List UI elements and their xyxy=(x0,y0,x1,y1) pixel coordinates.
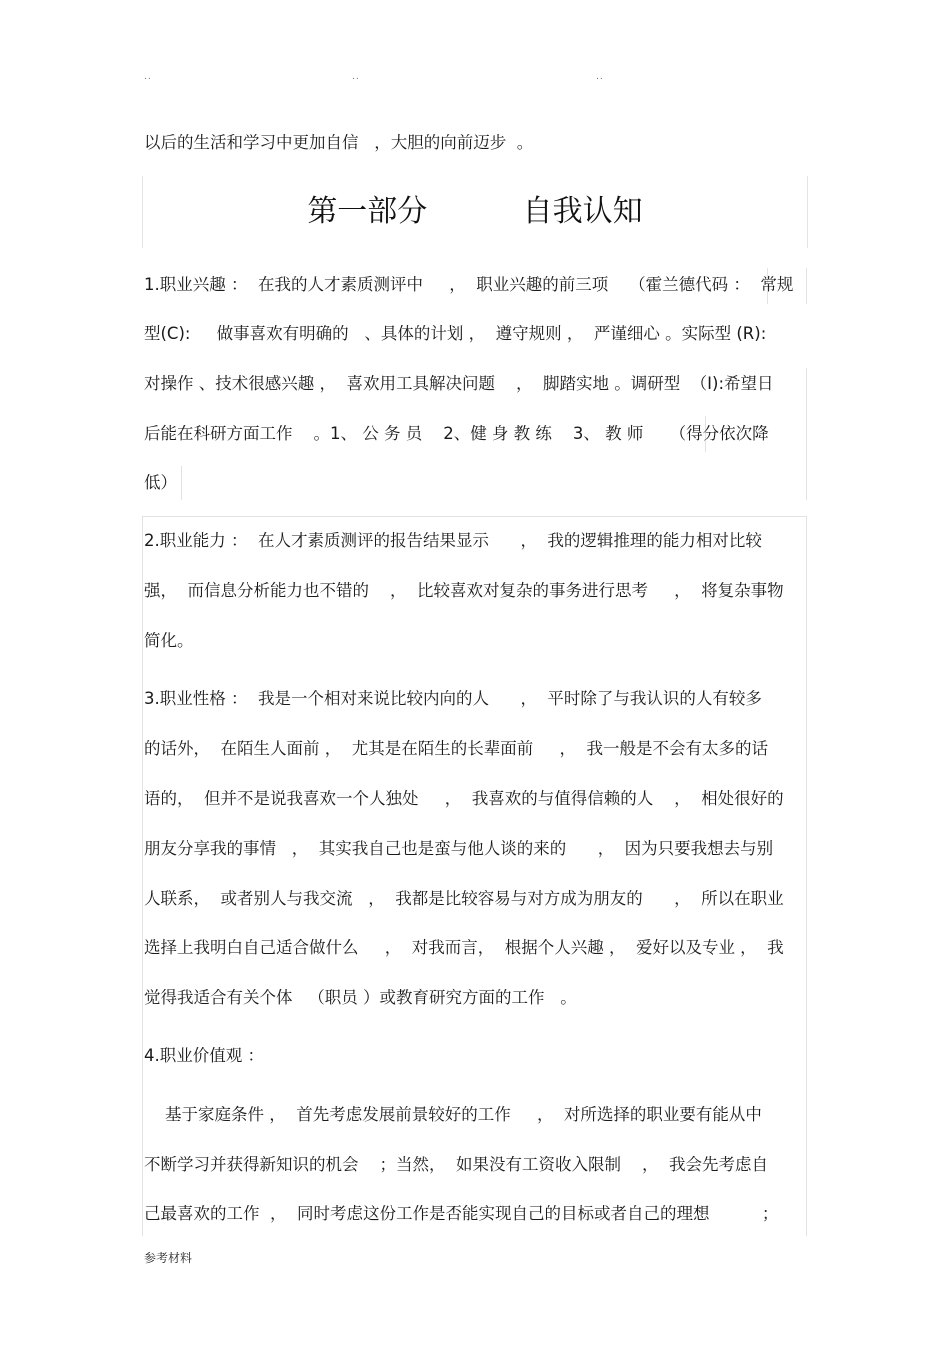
table-rule xyxy=(142,516,806,517)
interest-line: 后能在科研方面工作 。1、 公 务 员 2、健 身 教 练 3、 教 师 （得分依次降 xyxy=(144,424,769,443)
personality-line: 的话外， 在陌生人面前 ， 尤其是在陌生的长辈面前 ， 我一般是不会有太多的话 xyxy=(144,739,768,758)
ability-line: 2.职业能力 ： 在人才素质测评的报告结果显示 ， 我的逻辑推理的能力相对比较 xyxy=(144,531,762,550)
personality-line: 人联系， 或者别人与我交流 ， 我都是比较容易与对方成为朋友的 ， 所以在职业 xyxy=(144,889,784,908)
personality-line: 语的， 但并不是说我喜欢一个人独处 ， 我喜欢的与值得信赖的人 ， 相处很好的 xyxy=(144,789,784,808)
values-heading: 4.职业价值观 ： xyxy=(144,1046,264,1065)
interest-line: 低） xyxy=(144,473,177,492)
table-rule xyxy=(181,466,182,500)
intro-line: 以后的生活和学习中更加自信 ，大胆的向前迈步 。 xyxy=(144,133,534,152)
personality-line: 觉得我适合有关个体 （职员 ）或教育研究方面的工作 。 xyxy=(144,988,577,1007)
interest-line: 对操作 、技术很感兴趣 ， 喜欢用工具解决问题 ， 脚踏实地 。调研型 （I):希望日 xyxy=(144,374,774,393)
header-mark: .. xyxy=(352,72,360,82)
header-mark: .. xyxy=(144,72,152,82)
values-line: 不断学习并获得新知识的机会 ；当然， 如果没有工资收入限制 ， 我会先考虑自 xyxy=(144,1155,768,1174)
ability-line: 简化。 xyxy=(144,631,194,650)
interest-line: 型(C): 做事喜欢有明确的 、具体的计划 ， 遵守规则 ， 严谨细心 。实际型 (R): xyxy=(144,324,767,343)
values-line: 己最喜欢的工作 ， 同时考虑这份工作是否能实现自己的目标或者自己的理想 ； xyxy=(144,1204,779,1223)
table-rule xyxy=(806,516,807,1236)
section-heading-box xyxy=(142,176,808,248)
personality-line: 3.职业性格 ： 我是一个相对来说比较内向的人 ， 平时除了与我认识的人有较多 xyxy=(144,689,762,708)
header-mark: .. xyxy=(596,72,604,82)
page-footer: 参考材料 xyxy=(144,1251,193,1265)
personality-line: 选择上我明白自己适合做什么 ， 对我而言， 根据个人兴趣 ， 爱好以及专业 ， 我 xyxy=(144,938,784,957)
table-rule xyxy=(806,368,807,500)
section-title: 第一部分 自我认知 xyxy=(307,194,643,229)
interest-line: 1.职业兴趣 ： 在我的人才素质测评中 ， 职业兴趣的前三项 （霍兰德代码 ： 常规 xyxy=(144,275,794,294)
ability-line: 强， 而信息分析能力也不错的 ， 比较喜欢对复杂的事务进行思考 ， 将复杂事物 xyxy=(144,581,784,600)
values-line: 基于家庭条件 ， 首先考虑发展前景较好的工作 ， 对所选择的职业要有能从中 xyxy=(144,1105,762,1124)
table-rule xyxy=(806,268,807,304)
personality-line: 朋友分享我的事情 ， 其实我自己也是蛮与他人谈的来的 ， 因为只要我想去与别 xyxy=(144,839,774,858)
table-rule xyxy=(142,516,143,1236)
